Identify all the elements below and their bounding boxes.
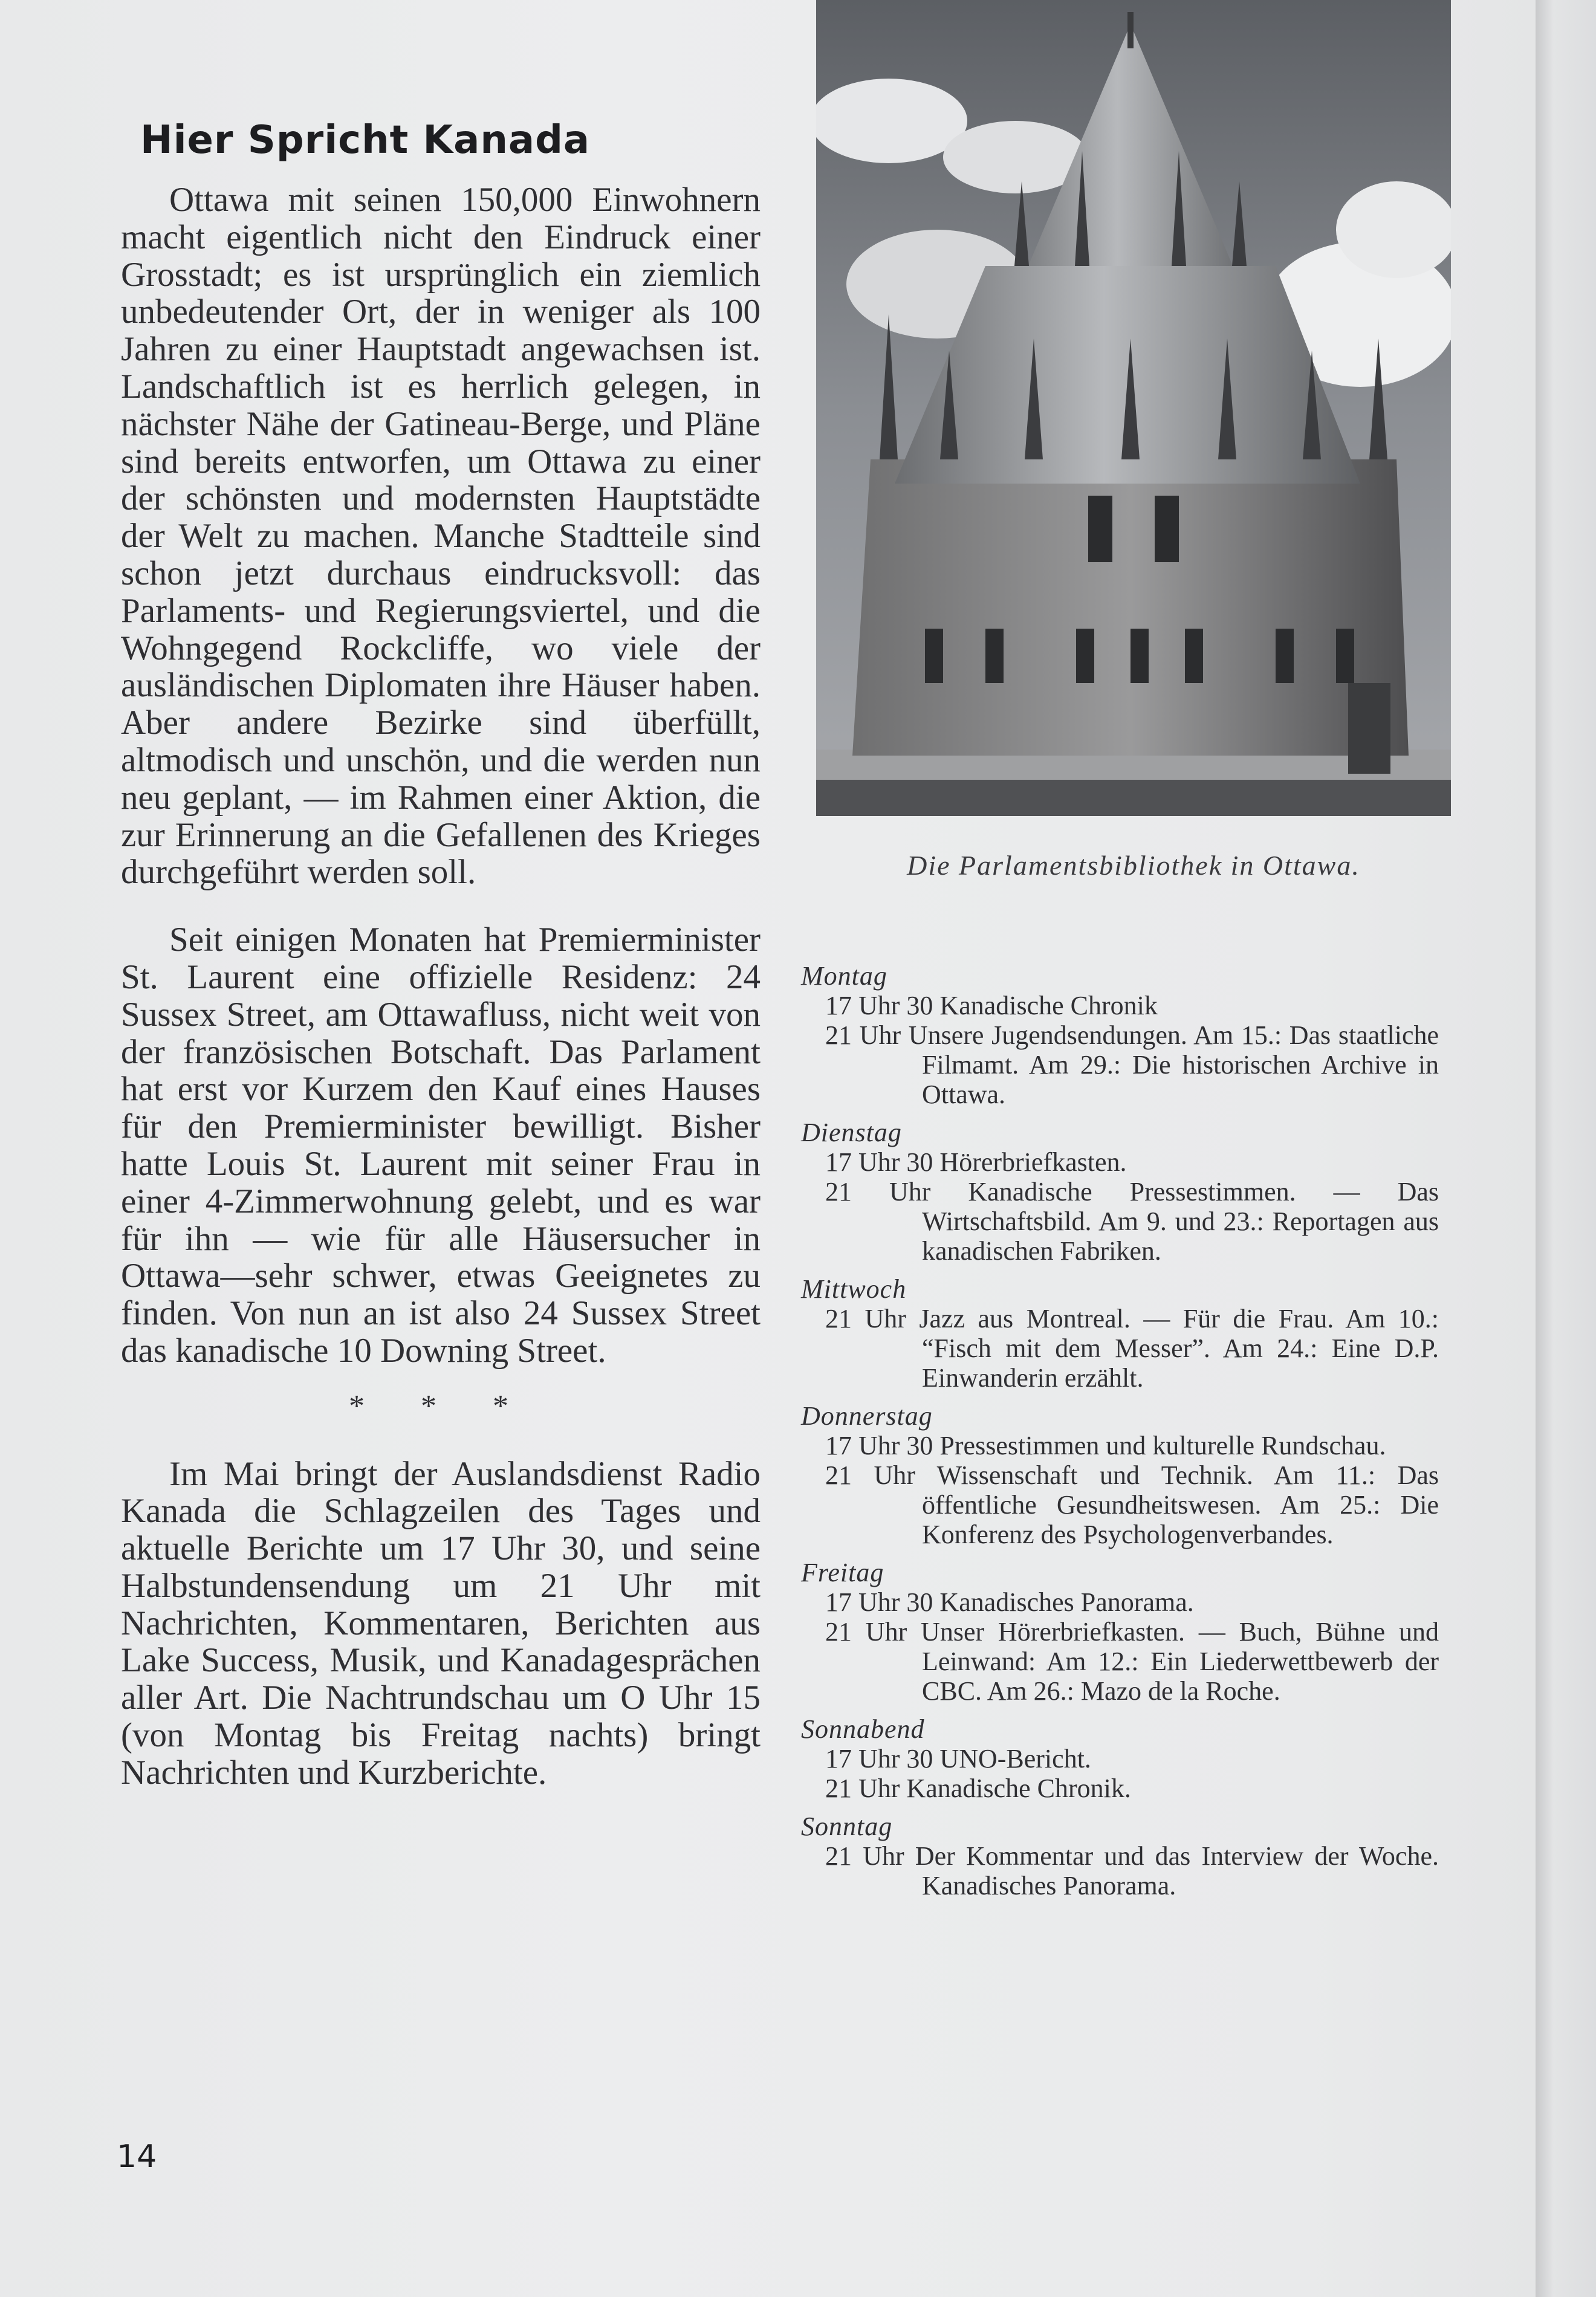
article-headline: Hier Spricht Kanada bbox=[140, 118, 591, 163]
schedule-day: Donnerstag bbox=[801, 1401, 933, 1431]
street bbox=[816, 780, 1451, 816]
flag-spire bbox=[1127, 12, 1134, 48]
article-paragraph: Seit einigen Monaten hat Premierminister St. Laurent eine offizielle Residenz: 24 Sussex Street, am Ottawafluss, nicht weit von der französischen Botschaft. Das Parlament hat erst vor Kurzem den Kauf eines Hauses für den Premierminister bewilligt. Bisher hatte Louis St. Laurent mit seiner Frau in einer 4-Zimmerwohnung gelebt, und es war für ihn — wie für alle Häusersucher in Ottawa—sehr schwer, etwas Geeignetes zu finden. Von nun an ist also 24 Sussex Street das kanadische 10 Downing Street. bbox=[121, 921, 761, 1370]
schedule-entry: 17 Uhr 30 Kanadische Chronik bbox=[825, 991, 1158, 1020]
broadcast-schedule bbox=[801, 961, 1439, 1900]
schedule-day: Sonntag bbox=[801, 1812, 893, 1841]
statue-base bbox=[1348, 683, 1390, 774]
section-separator: * * * bbox=[349, 1388, 533, 1424]
schedule-entry: 21 Uhr Der Kommentar und das Interview der Woche. Kanadisches Panorama. bbox=[825, 1841, 1439, 1900]
schedule-day: Dienstag bbox=[801, 1118, 902, 1147]
schedule-entry: 17 Uhr 30 UNO-Bericht. bbox=[825, 1744, 1091, 1774]
schedule-day: Freitag bbox=[801, 1558, 884, 1587]
article-body bbox=[121, 181, 761, 1792]
schedule-day: Mittwoch bbox=[801, 1274, 907, 1304]
adjacent-page-photo bbox=[1536, 0, 1596, 2297]
article-paragraph: Im Mai bringt der Auslandsdienst Radio Kanada die Schlagzeilen des Tages und aktuelle Berichte um 17 Uhr 30, und seine Halbstundensendung um 21 Uhr mit Nachrichten, Kommentaren, Berichten aus Lake Success, Musik, und Kanadagesprächen aller Art. Die Nachtrundschau um O Uhr 15 (von Montag bis Freitag nachts) bringt Nachrichten und Kurzberichte. bbox=[121, 1454, 761, 1792]
schedule-day: Montag bbox=[801, 961, 887, 991]
schedule-entry: 17 Uhr 30 Hörerbriefkasten. bbox=[825, 1147, 1127, 1177]
schedule-day: Sonnabend bbox=[801, 1714, 925, 1744]
photo-caption: Die Parlamentsbibliothek in Ottawa. bbox=[907, 850, 1360, 881]
building-wall bbox=[852, 459, 1409, 756]
page-number: 14 bbox=[117, 2139, 157, 2175]
schedule-entry: 17 Uhr 30 Pressestimmen und kulturelle Rundschau. bbox=[825, 1431, 1386, 1460]
schedule-entry: 21 Uhr Jazz aus Montreal. — Für die Frau. Am 10.: “Fisch mit dem Messer”. Am 24.: Eine D.P. Einwanderin erzählt. bbox=[825, 1304, 1439, 1393]
schedule-entry: 21 Uhr Wissenschaft und Technik. Am 11.: Das öffentliche Gesundheitswesen. Am 25.: Die Konferenz des Psychologenverbandes. bbox=[825, 1460, 1439, 1549]
schedule-entry: 21 Uhr Kanadische Chronik. bbox=[825, 1774, 1131, 1803]
schedule-entry: 21 Uhr Unser Hörerbriefkasten. — Buch, Bühne und Leinwand: Am 12.: Ein Liederwettbewerb der CBC. Am 26.: Mazo de la Roche. bbox=[825, 1617, 1439, 1706]
schedule-entry: 21 Uhr Kanadische Pressestimmen. — Das Wirtschaftsbild. Am 9. und 23.: Reportagen aus kanadischen Fabriken. bbox=[825, 1177, 1439, 1266]
schedule-entry: 21 Uhr Unsere Jugendsendungen. Am 15.: Das staatliche Filmamt. Am 29.: Die historischen Archive in Ottawa. bbox=[825, 1020, 1439, 1109]
schedule-entry: 17 Uhr 30 Kanadisches Panorama. bbox=[825, 1587, 1194, 1617]
article-paragraph: Ottawa mit seinen 150,000 Einwohnern macht eigentlich nicht den Eindruck einer Grosstadt; es ist ursprünglich ein ziemlich unbedeutender Ort, der in weniger als 100 Jahren zu einer Hauptstadt angewachsen ist. Landschaftlich ist es herrlich gelegen, in nächster Nähe der Gatineau-Berge, und Pläne sind bereits entworfen, um Ottawa zu einer der schönsten und modernsten Hauptstädte der Welt zu machen. Manche Stadtteile sind schon jetzt durchaus eindrucksvoll: das Parlaments- und Regierungsviertel, und die Wohngegend Rockcliffe, wo viele der ausländischen Diplomaten ihre Häuser haben. Aber andere Bezirke sind überfüllt, altmodisch und unschön, und die werden nun neu geplant, — im Rahmen einer Aktion, die zur Erinnerung an die Gefallenen des Krieges durchgeführt werden soll. bbox=[121, 181, 761, 892]
parliament-library-photo bbox=[816, 0, 1451, 816]
